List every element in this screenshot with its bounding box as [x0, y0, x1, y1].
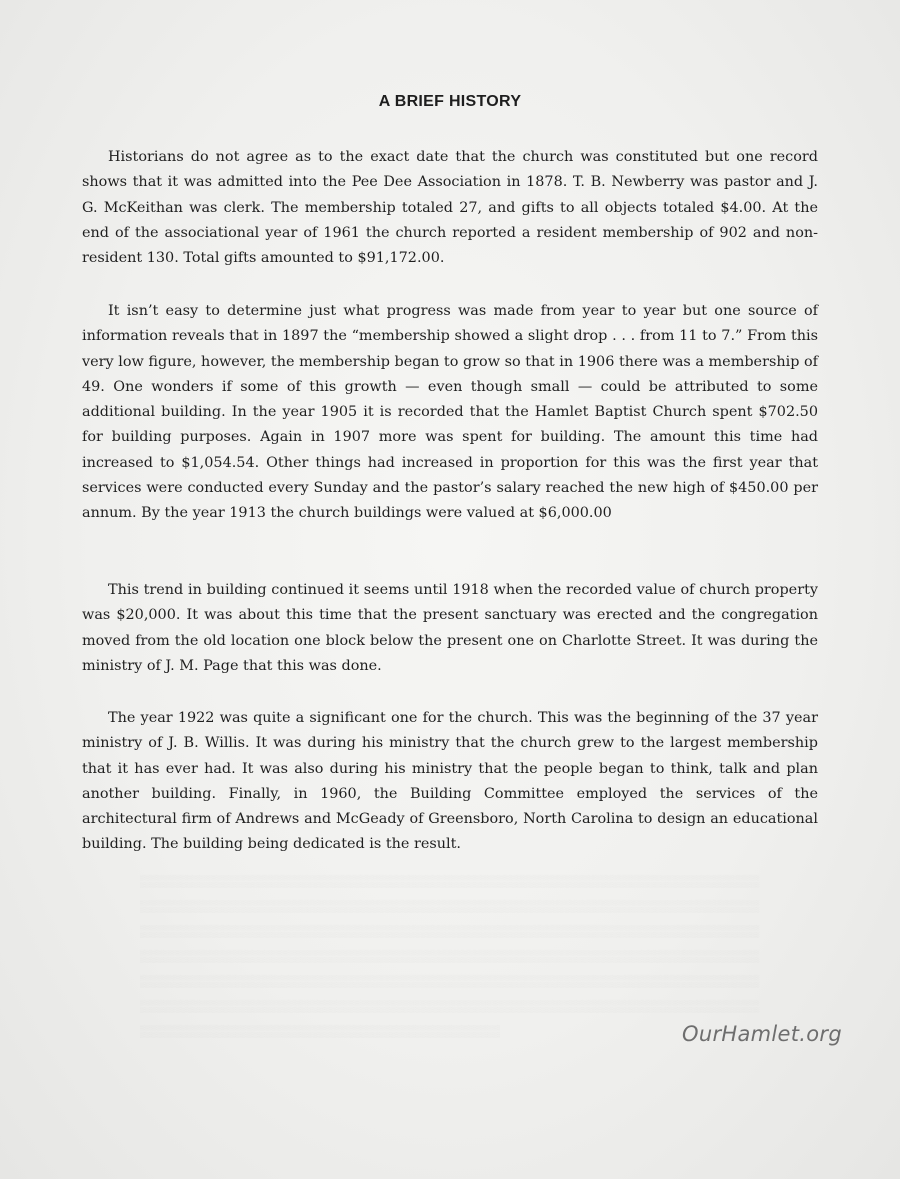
- paragraph-2: It isn’t easy to determine just what progress was made from year to year but one source of information reveals that in 1897 the “membership showed a slight drop . . . from 11 to 7.” From this very low figure, however, the membership began to grow so that in 1906 there was a membership of 49. One wonders if some of this growth — even though small — could be attributed to some additional building. In the year 1905 it is recorded that the Hamlet Baptist Church spent $702.50 for building purposes. Again in 1907 more was spent for building. The amount this time had increased to $1,054.54. Other things had increased in proportion for this was the first year that services were conducted every Sunday and the pastor’s salary reached the new high of $450.00 per annum. By the year 1913 the church buildings were valued at $6,000.00: [82, 303, 818, 522]
- paragraph-3: This trend in building continued it seems until 1918 when the recorded value of church property was $20,000. It was about this time that the present sanctuary was erected and the congregation moved from the old location one block below the present one on Charlotte Street. It was during the ministry of J. M. Page that this was done.: [82, 582, 818, 674]
- watermark: OurHamlet.org: [682, 1022, 842, 1046]
- paragraph-1: Historians do not agree as to the exact date that the church was constituted but one record shows that it was admitted into the Pee Dee Association in 1878. T. B. Newberry was pastor and J. G. McKeithan was clerk. The membership totaled 27, and gifts to all objects totaled $4.00. At the end of the associational year of 1961 the church reported a resident membership of 902 and non-resident 130. Total gifts amounted to $91,172.00.: [82, 149, 818, 267]
- page-title: A BRIEF HISTORY: [378, 93, 522, 110]
- paragraph-4: The year 1922 was quite a significant one for the church. This was the beginning of the 37 year ministry of J. B. Willis. It was during his ministry that the church grew to the largest membership that it has ever had. It was also during his ministry that the people began to think, talk and plan another building. Finally, in 1960, the Building Committee employed the services of the architectural firm of Andrews and McGeady of Greensboro, North Carolina to design an educational building. The building being dedicated is the result.: [82, 710, 818, 853]
